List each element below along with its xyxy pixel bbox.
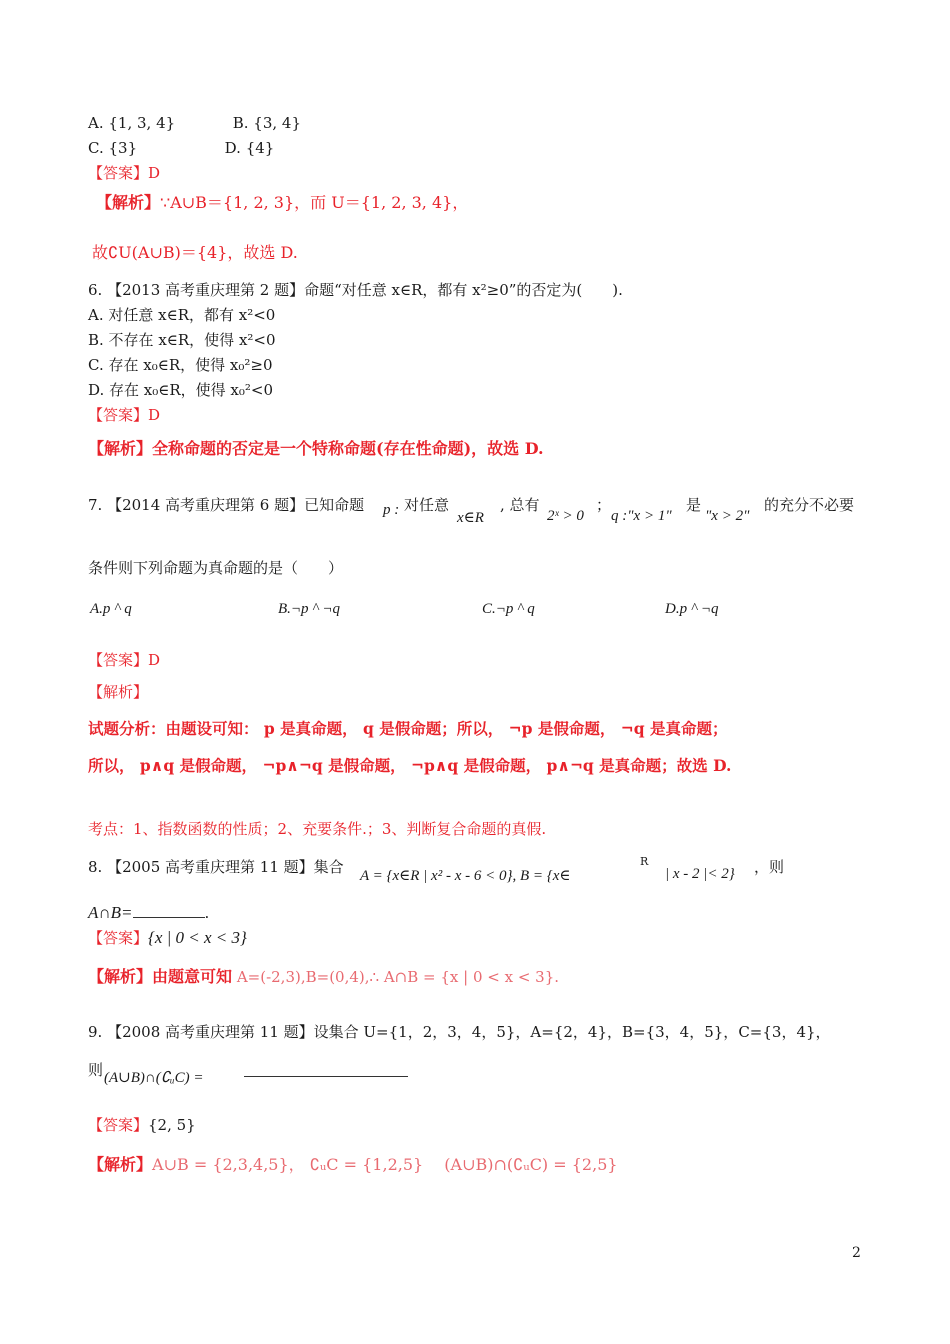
q7-analysis-line2: 所以， p∧q 是假命题， ¬p∧¬q 是假命题， ¬p∧q 是假命题， p∧¬q 是真命题；故选 D. — [88, 756, 732, 775]
q6-analysis — [88, 439, 544, 459]
q7-is: 是 — [686, 496, 702, 514]
answer-tag: 【答案】 — [88, 929, 149, 947]
q8-analysis-rest: A=(-2,3),B=(0,4),∴ A∩B = {x | 0 < x < 3}. — [236, 968, 560, 986]
q8-analysis-bold: 由题意可知 — [152, 967, 233, 986]
q5-analysis-text1: ∵A∪B＝{1, 2, 3}，而 U＝{1, 2, 3, 4}， — [160, 193, 469, 212]
q9-then: 则 — [88, 1061, 104, 1079]
q5-analysis-line2: 故∁U(A∪B)＝{4}，故选 D. — [92, 243, 298, 262]
q9-stem: 9. 【2008 高考重庆理第 11 题】设集合 U={1，2，3，4，5}，A={2，4}，B={3，4，5}，C={3，4}， — [88, 1023, 831, 1041]
q5-analysis-line1 — [96, 193, 468, 213]
q7-p-text: 对任意 — [404, 496, 450, 514]
q8-answer — [88, 928, 247, 948]
answer-value: D — [148, 406, 161, 424]
q7-kaodian: 考点：1、指数函数的性质；2、充要条件.；3、判断复合命题的真假. — [88, 820, 547, 838]
q7-always: , 总有 — [500, 496, 540, 514]
answer-value: {x | 0 < x < 3} — [148, 928, 247, 947]
q7-stem-line2: 条件则下列命题为真命题的是（ ） — [88, 559, 344, 577]
q7-answer — [88, 650, 160, 670]
q8-blank — [133, 917, 205, 918]
q7-option-d: D.p ^ ¬q — [665, 601, 719, 617]
q6-answer — [88, 405, 160, 425]
q6-option-b: B. 不存在 x∈R，使得 x²<0 — [88, 331, 276, 349]
q5-options-cd — [88, 138, 274, 158]
q5-option-a: A. {1, 3, 4} — [88, 114, 176, 132]
q8-period: . — [204, 904, 210, 922]
analysis-tag: 【解析】 — [88, 967, 153, 986]
q5-option-d: D. {4} — [224, 139, 275, 157]
answer-tag: 【答案】 — [88, 164, 149, 182]
analysis-tag: 【解析】 — [88, 1155, 153, 1174]
q9-expr: (A∪B)∩(∁ᵤC) = — [104, 1070, 204, 1086]
q8-then: ，则 — [754, 858, 785, 876]
q7-semicolon: ； — [596, 496, 612, 514]
q7-p-ineq: 2ˣ > 0 — [547, 508, 584, 524]
q7-p-domain: x∈R — [457, 510, 484, 526]
q7-stem-suffix: 的充分不必要 — [764, 496, 855, 514]
answer-value: D — [148, 651, 161, 669]
answer-tag: 【答案】 — [88, 406, 149, 424]
q6-option-d: D. 存在 x₀∈R，使得 x₀²<0 — [88, 381, 274, 399]
q7-stem-prefix: 7. 【2014 高考重庆理第 6 题】已知命题 — [88, 496, 365, 514]
q9-blank — [244, 1063, 408, 1077]
q9-answer — [88, 1115, 196, 1135]
analysis-tag: 【解析】 — [96, 193, 161, 212]
q8-set-expr: A = {x∈R | x² - x - 6 < 0}, B = {x∈ — [360, 868, 571, 884]
answer-tag: 【答案】 — [88, 1116, 149, 1134]
q7-p-label: p : — [383, 502, 400, 518]
q9-analysis — [88, 1155, 618, 1175]
answer-value: D — [148, 164, 161, 182]
q8-line2 — [88, 903, 209, 923]
q8-set-r: R — [640, 855, 649, 868]
q6-stem: 6. 【2013 高考重庆理第 2 题】命题“对任意 x∈R，都有 x²≥0”的否定为( ). — [88, 281, 623, 299]
answer-tag: 【答案】 — [88, 651, 149, 669]
q7-q-label: q :"x > 1" — [611, 508, 672, 524]
page-number: 2 — [852, 1245, 861, 1261]
q8-analysis — [88, 967, 559, 987]
q7-analysis-line1: 试题分析：由题设可知： p 是真命题， q 是假命题；所以， ¬p 是假命题， ¬q 是真命题； — [88, 719, 728, 738]
analysis-tag: 【解析】 — [88, 439, 153, 458]
q5-options-ab — [88, 113, 301, 133]
q8-set-expr2: | x - 2 |< 2} — [665, 866, 735, 882]
answer-value: {2, 5} — [148, 1116, 196, 1134]
q5-option-b: B. {3, 4} — [232, 114, 302, 132]
q7-analysis-tag: 【解析】 — [88, 683, 149, 701]
q7-option-a: A.p ^ q — [90, 601, 132, 617]
q9-analysis-text: A∪B = {2,3,4,5}， ∁ᵤC = {1,2,5} (A∪B)∩(∁ᵤC) = {2,5} — [152, 1155, 618, 1174]
q7-q-cond: "x > 2" — [705, 508, 750, 524]
q6-analysis-text: 全称命题的否定是一个特称命题(存在性命题)，故选 D. — [152, 439, 544, 458]
q5-answer — [88, 163, 160, 183]
q8-stem-prefix: 8. 【2005 高考重庆理第 11 题】集合 — [88, 858, 344, 876]
q7-option-b: B.¬p ^ ¬q — [278, 601, 340, 617]
q6-option-a: A. 对任意 x∈R，都有 x²<0 — [88, 306, 276, 324]
q5-option-c: C. {3} — [88, 139, 138, 157]
q8-intersection-label: A∩B= — [88, 903, 133, 922]
q6-option-c: C. 存在 x₀∈R，使得 x₀²≥0 — [88, 356, 273, 374]
q7-option-c: C.¬p ^ q — [482, 601, 535, 617]
